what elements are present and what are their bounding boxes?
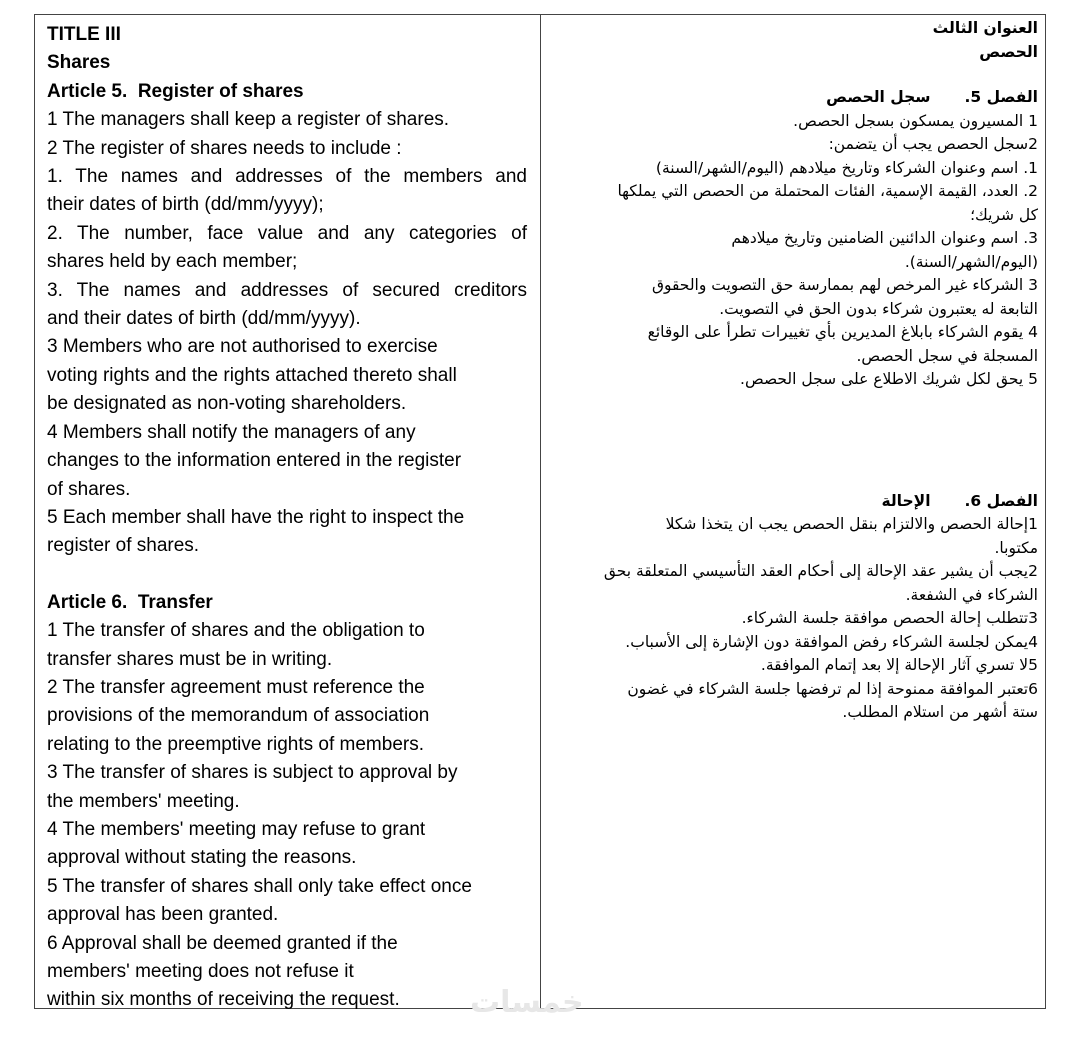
article-6-line: 1 The transfer of shares and the obligation to <box>47 620 425 642</box>
section-spacer <box>47 561 527 589</box>
arabic-article-5-line: 2. العدد، القيمة الإسمية، الفئات المحتملة من الحصص التي يملكها <box>617 182 1038 200</box>
article-6-line: within six months of receiving the request. <box>47 989 400 1011</box>
arabic-article-6-line: 5لا تسري آثار الإحالة إلا بعد إتمام الموافقة. <box>760 656 1038 674</box>
section-spacer <box>550 392 1038 490</box>
watermark-logo: خمسات <box>470 985 584 1020</box>
arabic-article-5-heading <box>550 86 1038 110</box>
column-divider <box>540 15 541 1008</box>
arabic-article-5-line: كل شريك؛ <box>970 205 1038 224</box>
article-5-line: shares held by each member; <box>47 251 298 273</box>
article-6-line: 4 The members' meeting may refuse to grant <box>47 818 426 840</box>
arabic-article-5-line: المسجلة في سجل الحصص. <box>856 346 1038 365</box>
article-6-line: 3 The transfer of shares is subject to approval by <box>47 762 458 784</box>
arabic-article-6-heading <box>550 490 1038 514</box>
article-5-line: 1. The names and addresses of the members and <box>47 166 527 188</box>
article-6-line: transfer shares must be in writing. <box>47 648 333 670</box>
arabic-article-5-line: التابعة له يعتبرون شركاء بدون الحق في التصويت. <box>719 299 1038 318</box>
article-6-line: 6 Approval shall be deemed granted if the <box>47 932 398 954</box>
arabic-article-6-title: الإحالة <box>881 491 931 510</box>
arabic-article-5-title: سجل الحصص <box>826 88 931 106</box>
arabic-article-6-number: الفصل 6. <box>964 491 1038 510</box>
article-5-line: 1 The managers shall keep a register of shares. <box>47 109 450 131</box>
arabic-article-5-number: الفصل 5. <box>964 88 1038 106</box>
article-6-line: provisions of the memorandum of association <box>47 705 430 727</box>
article-5-line: register of shares. <box>47 535 200 557</box>
arabic-column <box>550 17 1038 725</box>
bilingual-articles-table <box>34 14 1046 1009</box>
article-5-line: changes to the information entered in the register <box>47 450 462 472</box>
article-6-line: 5 The transfer of shares shall only take effect once <box>47 875 472 897</box>
english-column <box>47 21 527 1015</box>
arabic-article-5-line: 2سجل الحصص يجب أن يتضمن: <box>828 135 1038 153</box>
arabic-article-5-line: 4 يقوم الشركاء بابلاغ المديرين بأي تغييرات تطرأ على الوقائع <box>647 323 1038 341</box>
article-6-line: approval has been granted. <box>47 904 279 926</box>
article-5-line: 2. The number, face value and any categories of <box>47 222 527 244</box>
article-5-line: 4 Members shall notify the managers of any <box>47 421 416 443</box>
arabic-subtitle: الحصص <box>979 42 1038 61</box>
arabic-article-5-line: 3 الشركاء غير المرخص لهم بممارسة حق التصويت والحقوق <box>651 276 1038 294</box>
arabic-article-6-line: الشركاء في الشفعة. <box>905 585 1038 604</box>
article-5-line: of shares. <box>47 478 131 500</box>
article-5-title: Register of shares <box>137 80 304 102</box>
arabic-article-6-line: 6تعتبر الموافقة ممنوحة إذا لم ترفضها جلسة الشركاء في غضون <box>627 679 1038 698</box>
article-5-number: Article 5. <box>47 80 128 102</box>
article-5-line: their dates of birth (dd/mm/yyyy); <box>47 194 324 216</box>
arabic-article-6-line: ستة أشهر من استلام المطلب. <box>842 703 1038 721</box>
article-5-line: 3. The names and addresses of secured creditors <box>47 279 527 301</box>
title: TITLE III <box>47 24 121 45</box>
arabic-title: العنوان الثالث <box>932 19 1038 37</box>
article-6-line: the members' meeting. <box>47 790 240 812</box>
arabic-article-5-line: 1. اسم وعنوان الشركاء وتاريخ ميلادهم (اليوم/الشهر/السنة) <box>655 158 1038 177</box>
article-6-heading <box>47 589 527 617</box>
article-5-line: 5 Each member shall have the right to inspect the <box>47 506 465 528</box>
article-6-title: Transfer <box>137 591 213 613</box>
article-6-number: Article 6. <box>47 591 128 613</box>
arabic-article-5-line: (اليوم/الشهر/السنة). <box>904 252 1038 271</box>
article-6-line: approval without stating the reasons. <box>47 847 357 869</box>
article-5-line: and their dates of birth (dd/mm/yyyy). <box>47 308 361 330</box>
arabic-article-5-line: 5 يحق لكل شريك الاطلاع على سجل الحصص. <box>740 370 1038 388</box>
article-5-line: 2 The register of shares needs to include : <box>47 137 402 159</box>
article-6-line: relating to the preemptive rights of members. <box>47 733 425 755</box>
arabic-article-6-line: مكتوبا. <box>994 538 1038 557</box>
arabic-article-5-line: 3. اسم وعنوان الدائنين الضامنين وتاريخ ميلادهم <box>731 229 1038 247</box>
arabic-article-6-line: 2يجب أن يشير عقد الإحالة إلى أحكام العقد التأسيسي المتعلقة بحق <box>603 562 1038 580</box>
arabic-article-6-line: 3تتطلب إحالة الحصص موافقة جلسة الشركاء. <box>741 609 1038 627</box>
arabic-article-6-line: 1إحالة الحصص والالتزام بنقل الحصص يجب ان يتخذا شكلا <box>665 515 1038 533</box>
arabic-article-5-line: 1 المسيرون يمسكون بسجل الحصص. <box>793 111 1038 130</box>
article-6-line: 2 The transfer agreement must reference the <box>47 676 425 698</box>
article-5-line: voting rights and the rights attached thereto shall <box>47 364 457 386</box>
article-5-heading <box>47 78 527 106</box>
article-6-line: members' meeting does not refuse it <box>47 961 354 982</box>
subtitle: Shares <box>47 52 111 74</box>
article-5-line: 3 Members who are not authorised to exercise <box>47 336 438 358</box>
arabic-article-6-line: 4يمكن لجلسة الشركاء رفض الموافقة دون الإشارة إلى الأسباب. <box>625 632 1038 651</box>
article-5-line: be designated as non-voting shareholders. <box>47 393 407 415</box>
